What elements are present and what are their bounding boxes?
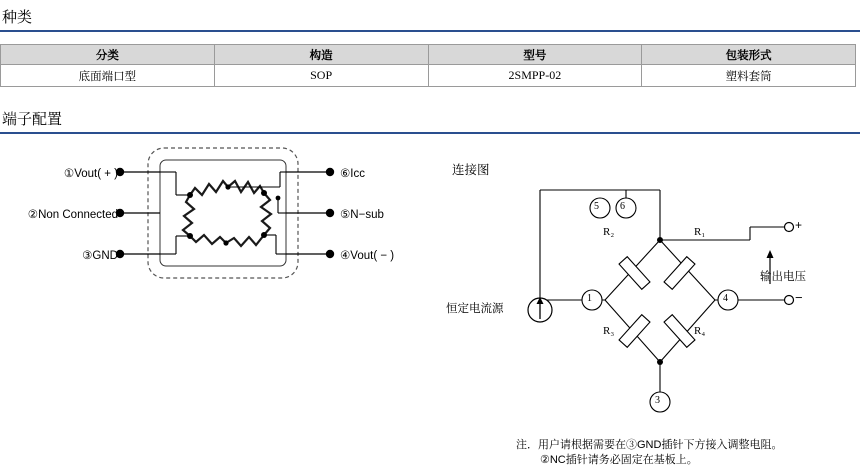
node-circle-5: [590, 198, 610, 218]
section-divider-kinds: [0, 30, 860, 32]
resistor-label-r4: R₄: [694, 325, 706, 337]
node-circle-1: [582, 290, 602, 310]
node-label-3: 3: [655, 395, 660, 406]
node-label-5: 5: [594, 201, 599, 212]
trace-junction-dots: [276, 196, 281, 201]
internal-traces: [160, 172, 286, 254]
pin-label-6-icc: ⑥Icc: [340, 168, 366, 180]
output-voltage-label: 输出电压: [760, 271, 806, 283]
current-source-label: 恒定电流源: [446, 303, 504, 315]
column-header-model: 型号: [428, 45, 642, 65]
node-circle-4: [718, 290, 738, 310]
junction-dots: [657, 237, 663, 365]
connection-diagram-title: 连接图: [452, 163, 490, 177]
resistor-r3: [619, 315, 650, 348]
output-terminals: [785, 223, 794, 305]
resistor-label-r2: R₂: [603, 226, 615, 238]
resistor-r4: [664, 315, 695, 348]
left-pin-leads: [120, 172, 160, 254]
bridge-resistors: [619, 257, 695, 348]
right-pin-leads: [286, 172, 330, 254]
bridge-resistor-network: [183, 181, 271, 246]
connection-wires: [540, 190, 790, 400]
right-pin-dots: [326, 168, 334, 258]
column-header-packaging: 包装形式: [642, 45, 856, 65]
plus-terminal-label: +: [795, 218, 803, 232]
kinds-table: [0, 44, 856, 87]
resistor-label-r3: R₃: [603, 325, 615, 337]
node-circle-6: [616, 198, 636, 218]
pin-label-4-vout-minus: ④Vout( − ): [340, 250, 395, 262]
resistor-label-r1: R₁: [694, 226, 706, 238]
table-header-row: [1, 45, 856, 65]
cell-model: 2SMPP-02: [428, 65, 642, 87]
note-line-2: ②NC插针请务必固定在基板上。: [540, 454, 698, 466]
column-header-structure: 构造: [214, 45, 428, 65]
note-line-1: 注．用户请根据需要在③GND插针下方接入调整电阻。: [516, 439, 783, 451]
bridge-nodes: [187, 184, 267, 245]
resistor-r2: [619, 257, 650, 290]
pin-configuration-area: [0, 140, 860, 466]
pin-label-5-n-sub: ⑤N−sub: [340, 209, 384, 221]
table-row: [1, 65, 856, 87]
section-divider-pins: [0, 132, 860, 134]
current-source-symbol: [528, 297, 552, 322]
node-label-1: 1: [587, 293, 592, 304]
section-pin-configuration: [0, 108, 860, 466]
cell-structure: SOP: [214, 65, 428, 87]
section-kinds: [0, 6, 860, 87]
cell-packaging: 塑料套筒: [642, 65, 856, 87]
section-title-kinds: 种类: [2, 9, 33, 26]
node-circle-3: [650, 392, 670, 412]
terminal-minus: [785, 296, 794, 305]
pin-label-2-non-connected: ②Non Connected: [27, 209, 118, 221]
chip-frame: [160, 160, 286, 266]
cell-category: 底面端口型: [1, 65, 215, 87]
terminal-plus: [785, 223, 794, 232]
pin-label-3-gnd: ③GND: [82, 250, 118, 262]
pin-label-1-vout-plus: ①Vout( + ): [63, 168, 118, 180]
node-label-4: 4: [723, 293, 728, 304]
column-header-category: 分类: [1, 45, 215, 65]
node-label-6: 6: [620, 201, 625, 212]
minus-terminal-label: −: [795, 290, 803, 305]
section-title-pins: 端子配置: [2, 111, 63, 128]
package-outline: [148, 148, 298, 278]
